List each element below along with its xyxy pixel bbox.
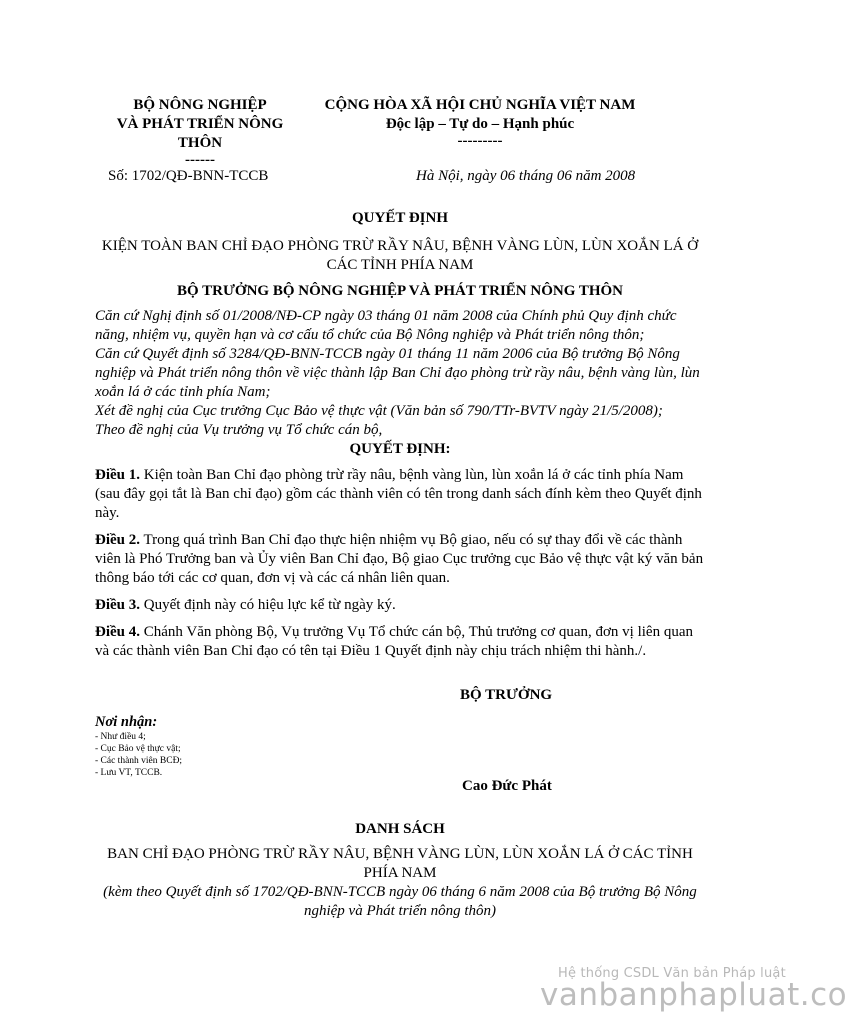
article-text: Chánh Văn phòng Bộ, Vụ trưởng Vụ Tổ chức cán bộ, Thủ trưởng cơ quan, đơn vị liên quan và các thành viên Ban Chỉ đạo có tên tại Điều 1 Quyết định này chịu trách nhiệm thi hành./.	[95, 624, 694, 659]
nation-name: CỘNG HÒA XÃ HỘI CHỦ NGHĨA VIỆT NAM	[324, 97, 636, 113]
watermark-caption: Hệ thống CSDL Văn bản Pháp luật	[558, 966, 786, 981]
article-text: Kiện toàn Ban Chỉ đạo phòng trừ rầy nâu, bệnh vàng lùn, lùn xoắn lá ở các tỉnh phía Nam (sau đây gọi tắt là Ban chỉ đạo) gồm các thành viên có tên trong danh sách đính kèm theo Quyết định này.	[95, 467, 702, 521]
article-label: Điều 3.	[95, 597, 140, 613]
issuing-agency	[85, 96, 315, 167]
preamble	[95, 307, 710, 440]
recipient-item: - Lưu VT, TCCB.	[95, 768, 163, 778]
article-text: Quyết định này có hiệu lực kể từ ngày ký.	[140, 597, 396, 613]
issuing-authority: BỘ TRƯỞNG BỘ NÔNG NGHIỆP VÀ PHÁT TRIỂN NÔNG THÔN	[176, 283, 624, 299]
list-subtitle: BAN CHỈ ĐẠO PHÒNG TRỪ RẦY NÂU, BỆNH VÀNG LÙN, LÙN XOẮN LÁ Ở CÁC TỈNH PHÍA NAM	[107, 846, 693, 881]
recipient-item: - Các thành viên BCĐ;	[95, 756, 183, 766]
agency-line-3: THÔN	[177, 135, 223, 151]
place-date: Hà Nội, ngày 06 tháng 06 năm 2008	[416, 168, 636, 184]
signer-title: BỘ TRƯỞNG	[460, 687, 553, 703]
signer-name: Cao Đức Phát	[462, 778, 552, 794]
article-label: Điều 1.	[95, 467, 140, 483]
article-1	[95, 466, 710, 523]
preamble-item: Căn cứ Nghị định số 01/2008/NĐ-CP ngày 03 tháng 01 năm 2008 của Chính phủ Quy định chức năng, nhiệm vụ, quyền hạn và cơ cấu tổ chức của Bộ Nông nghiệp và Phát triển nông thôn;	[95, 308, 677, 343]
articles	[95, 466, 710, 669]
article-text: Trong quá trình Ban Chỉ đạo thực hiện nhiệm vụ Bộ giao, nếu có sự thay đổi về các thành viên là Phó Trưởng ban và Ủy viên Ban Chỉ đạo, Bộ giao Cục trưởng cục Bảo vệ thực vật ký văn bản thông báo tới các cơ quan, đơn vị và các cá nhân liên quan.	[95, 532, 704, 586]
preamble-item: Căn cứ Quyết định số 3284/QĐ-BNN-TCCB ngày 01 tháng 11 năm 2006 của Bộ trưởng Bộ Nông nghiệp và Phát triển nông thôn về việc thành lập Ban Chỉ đạo phòng trừ rầy nâu, bệnh vàng lùn, lùn xoắn lá ở các tỉnh phía Nam;	[95, 346, 700, 400]
recipient-item: - Cục Bảo vệ thực vật;	[95, 744, 181, 754]
list-note: (kèm theo Quyết định số 1702/QĐ-BNN-TCCB ngày 06 tháng 6 năm 2008 của Bộ trưởng Bộ Nông nghiệp và Phát triển nông thôn)	[103, 884, 697, 919]
agency-line-2: VÀ PHÁT TRIỂN NÔNG	[116, 116, 284, 132]
decision-heading: QUYẾT ĐỊNH:	[349, 441, 451, 457]
recipients-heading: Nơi nhận:	[95, 714, 158, 730]
article-2	[95, 531, 710, 588]
recipients-block	[95, 714, 182, 779]
article-label: Điều 4.	[95, 624, 140, 640]
list-title: DANH SÁCH	[355, 821, 445, 837]
agency-line-1: BỘ NÔNG NGHIỆP	[133, 97, 267, 113]
motto-rule: ---------	[457, 133, 503, 149]
agency-rule: ------	[185, 152, 215, 168]
watermark-site: vanbanphapluat.co	[540, 977, 847, 1013]
article-3	[95, 596, 710, 615]
recipient-item: - Như điều 4;	[95, 732, 146, 742]
document-number: Số: 1702/QĐ-BNN-TCCB	[108, 168, 269, 184]
preamble-item: Theo đề nghị của Vụ trưởng vụ Tổ chức cán bộ,	[95, 422, 383, 438]
document-subtitle: KIỆN TOÀN BAN CHỈ ĐẠO PHÒNG TRỪ RẦY NÂU, BỆNH VÀNG LÙN, LÙN XOẮN LÁ Ở CÁC TỈNH PHÍA NAM	[101, 238, 699, 273]
article-label: Điều 2.	[95, 532, 140, 548]
national-header	[300, 96, 660, 148]
article-4	[95, 623, 710, 661]
preamble-item: Xét đề nghị của Cục trưởng Cục Bảo vệ thực vật (Văn bản số 790/TTr-BVTV ngày 21/5/2008);	[95, 403, 663, 419]
document-title: QUYẾT ĐỊNH	[352, 210, 448, 226]
motto: Độc lập – Tự do – Hạnh phúc	[385, 116, 575, 132]
